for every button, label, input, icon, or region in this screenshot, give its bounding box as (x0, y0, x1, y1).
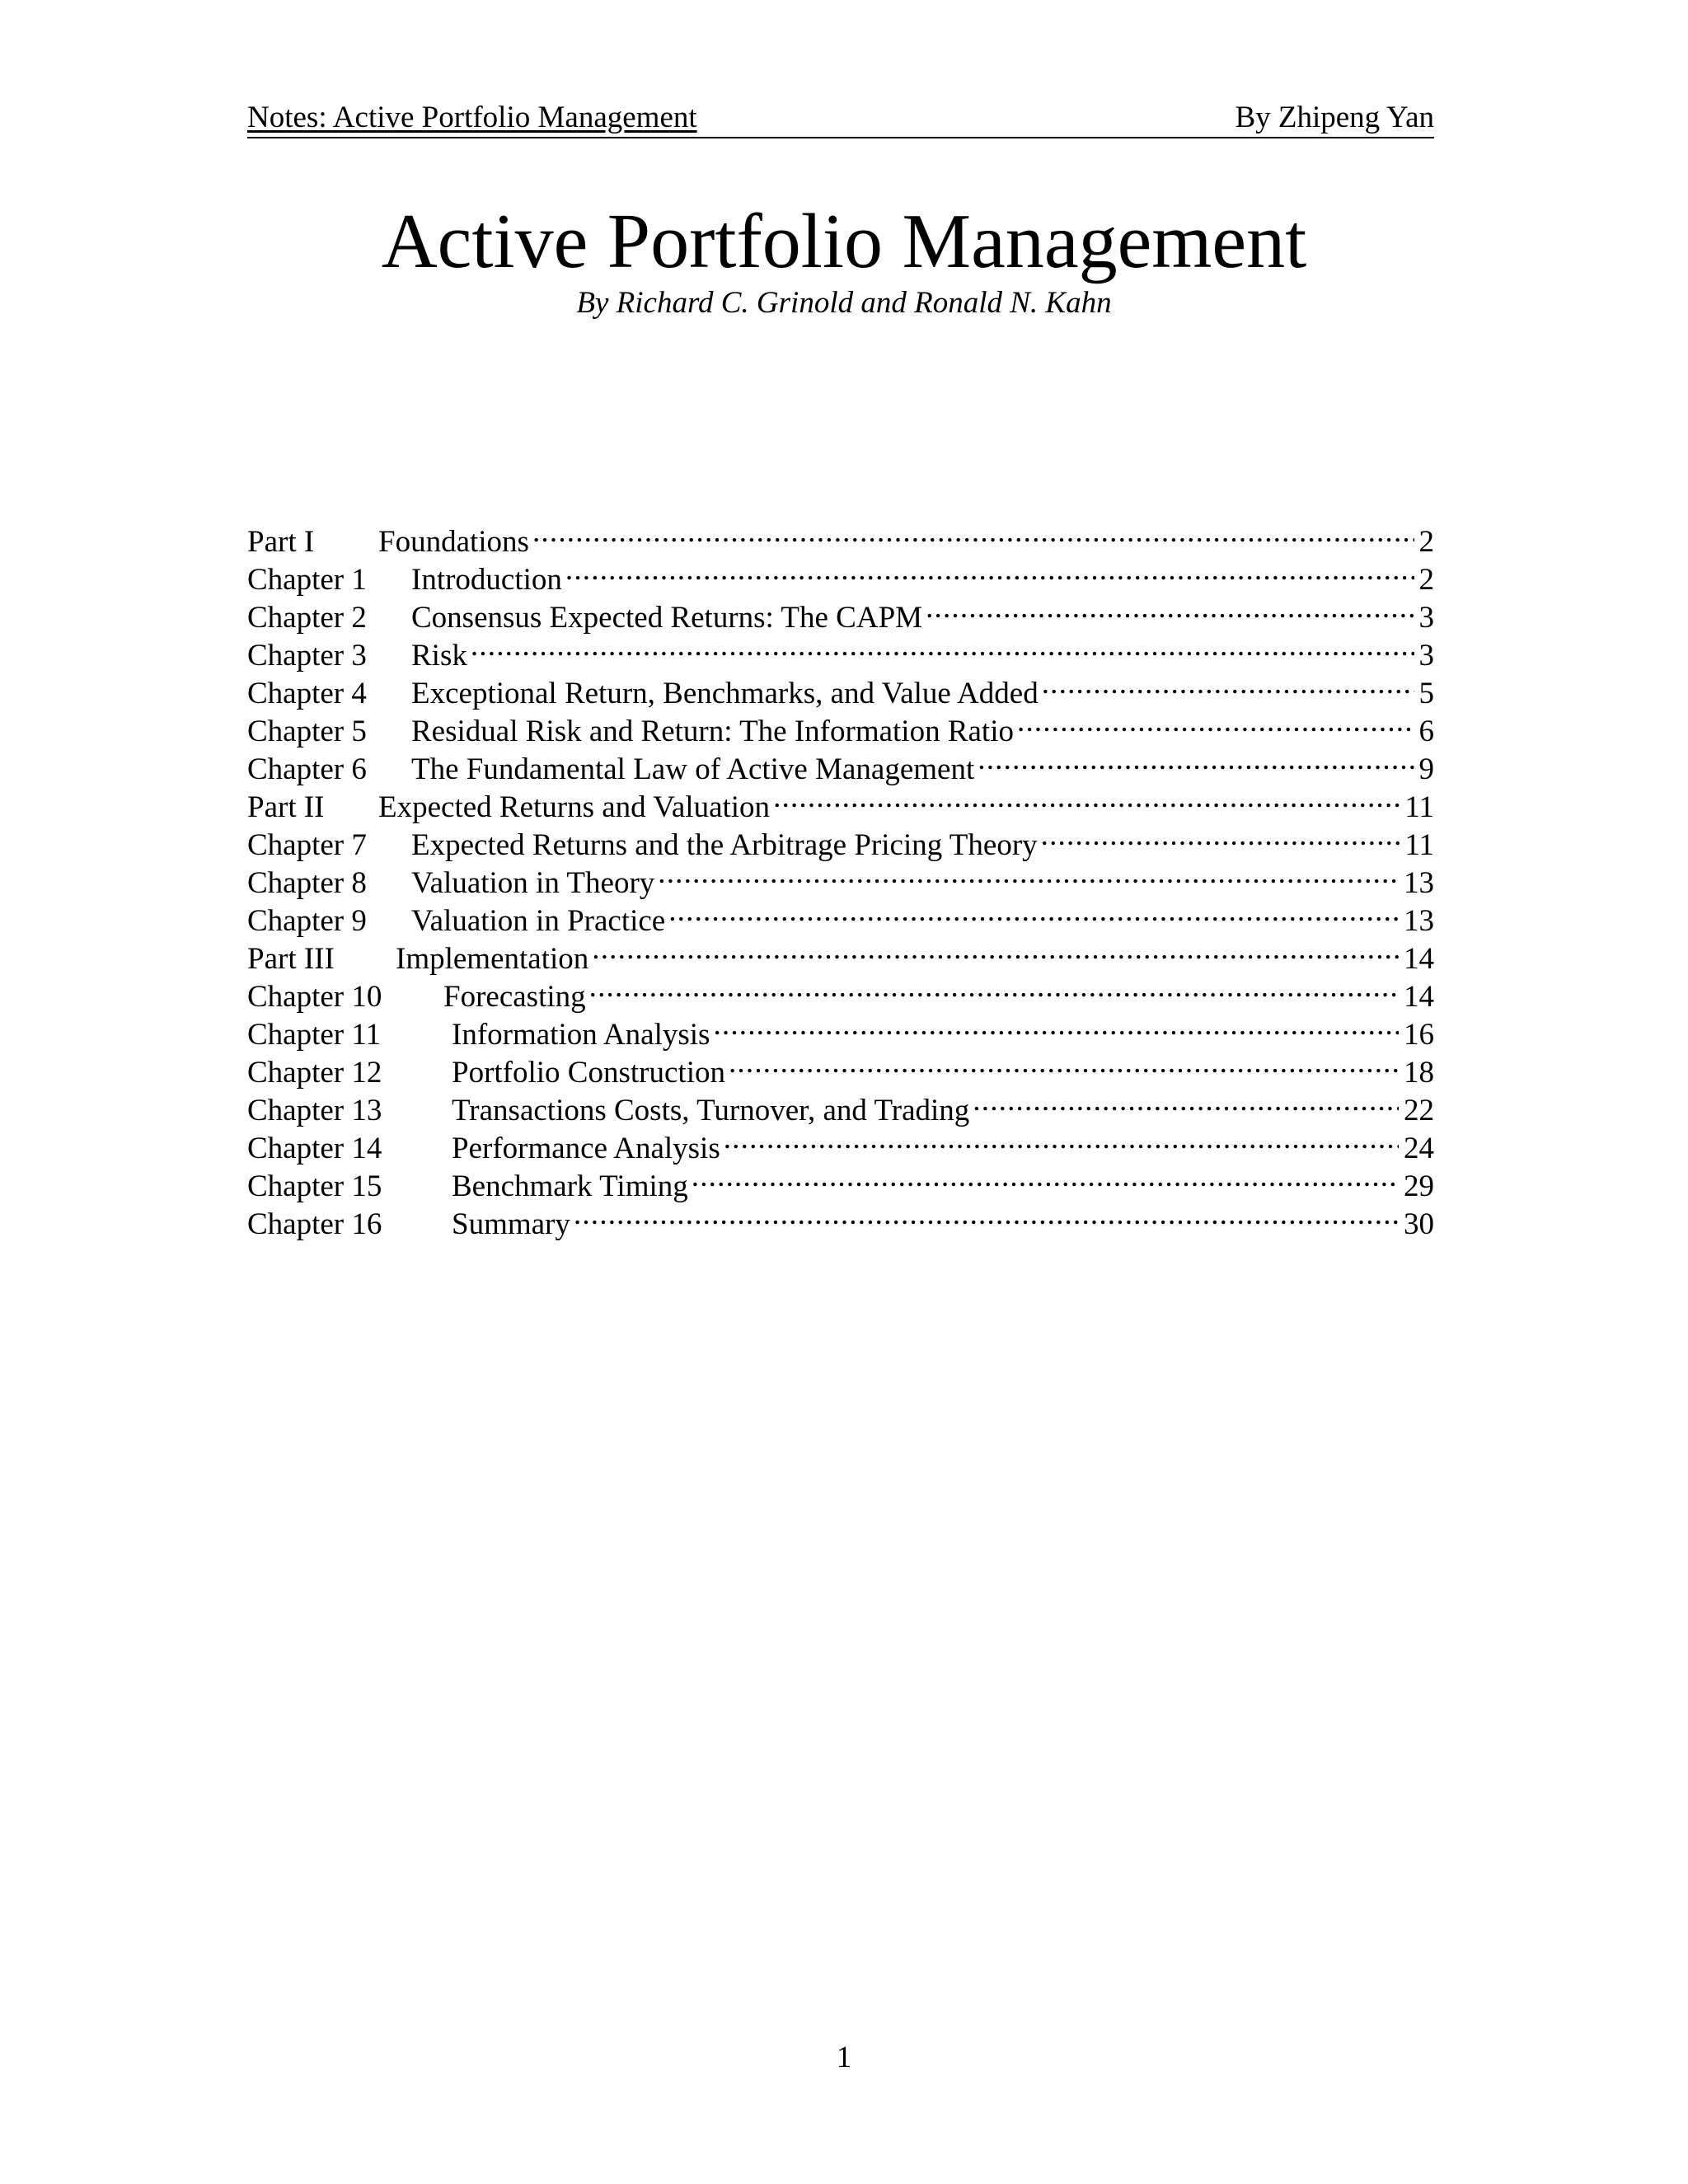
toc-dot-leader (574, 1196, 1399, 1234)
toc-entry-title: Information Analysis (452, 1018, 710, 1052)
toc-entry-number: Chapter 3 (247, 639, 367, 673)
running-header (247, 99, 1434, 138)
page-number: 1 (836, 2041, 852, 2074)
toc-entry-number: Chapter 10 (247, 980, 382, 1014)
toc-entry-title: Risk (411, 639, 467, 673)
header-left-text: Notes: Active Portfolio Management (247, 101, 697, 134)
toc-entry-title: Foundations (378, 525, 529, 559)
toc-dot-leader (532, 513, 1414, 551)
toc-entry-page: 6 (1418, 715, 1434, 748)
toc-entry-title: Summary (452, 1207, 570, 1241)
toc-dot-leader (471, 627, 1414, 665)
toc-entry-page: 11 (1404, 790, 1434, 824)
toc-dot-leader (565, 551, 1414, 589)
toc-entry-title: Portfolio Construction (452, 1056, 725, 1090)
toc-entry-number: Part III (247, 942, 335, 976)
toc-entry-page: 16 (1404, 1018, 1434, 1052)
toc-dot-leader (926, 589, 1414, 627)
toc-entry-page: 24 (1404, 1132, 1434, 1165)
toc-entry-title: Exceptional Return, Benchmarks, and Value Added (411, 677, 1039, 710)
toc-entry-page: 13 (1404, 904, 1434, 938)
toc-entry-number: Chapter 9 (247, 904, 367, 938)
toc-entry-page: 2 (1418, 525, 1434, 559)
table-of-contents (247, 513, 1434, 1241)
toc-entry-number: Chapter 5 (247, 715, 367, 748)
toc-entry-number: Part I (247, 525, 315, 559)
toc-entry-number: Chapter 12 (247, 1056, 382, 1090)
toc-entry-page: 3 (1418, 601, 1434, 635)
toc-entry-number: Chapter 16 (247, 1207, 382, 1241)
toc-entry-page: 14 (1404, 980, 1434, 1014)
toc-entry-title: Expected Returns and the Arbitrage Pricing Theory (411, 828, 1038, 862)
toc-entry-title: Valuation in Practice (411, 904, 666, 938)
toc-entry-number: Chapter 15 (247, 1169, 382, 1203)
toc-dot-leader (724, 1120, 1399, 1158)
toc-entry-number: Chapter 13 (247, 1094, 382, 1127)
toc-entry-page: 3 (1418, 639, 1434, 673)
toc-dot-leader (713, 1006, 1399, 1044)
toc-entry-title: Performance Analysis (452, 1132, 720, 1165)
toc-entry-number: Chapter 14 (247, 1132, 382, 1165)
toc-entry-number: Chapter 2 (247, 601, 367, 635)
toc-entry-title: Forecasting (443, 980, 586, 1014)
toc-entry-title: Introduction (411, 563, 562, 597)
toc-entry-number: Chapter 7 (247, 828, 367, 862)
header-right-text: By Zhipeng Yan (1235, 101, 1434, 134)
toc-dot-leader (658, 855, 1399, 893)
toc-entry-page: 5 (1418, 677, 1434, 710)
toc-entry-page: 13 (1404, 866, 1434, 900)
toc-entry-page: 18 (1404, 1056, 1434, 1090)
toc-entry-page: 2 (1418, 563, 1434, 597)
toc-entry-number: Chapter 8 (247, 866, 367, 900)
toc-entry-page: 11 (1404, 828, 1434, 862)
toc-entry-title: Implementation (396, 942, 589, 976)
toc-entry-title: The Fundamental Law of Active Management (411, 752, 975, 786)
toc-entry-number: Part II (247, 790, 325, 824)
toc-entry-title: Consensus Expected Returns: The CAPM (411, 601, 923, 635)
toc-entry-title: Benchmark Timing (452, 1169, 688, 1203)
toc-entry-page: 14 (1404, 942, 1434, 976)
toc-dot-leader (978, 741, 1414, 779)
toc-dot-leader (589, 968, 1399, 1006)
toc-entry-number: Chapter 6 (247, 752, 367, 786)
toc-dot-leader (692, 1158, 1399, 1196)
toc-entry-page: 29 (1404, 1169, 1434, 1203)
toc-entry-title: Valuation in Theory (411, 866, 655, 900)
toc-entry[interactable] (247, 513, 1434, 559)
toc-entry-number: Chapter 11 (247, 1018, 382, 1052)
toc-entry-title: Residual Risk and Return: The Information Ratio (411, 715, 1014, 748)
toc-entry-title: Expected Returns and Valuation (378, 790, 771, 824)
toc-entry-page: 9 (1418, 752, 1434, 786)
toc-entry-page: 22 (1404, 1094, 1434, 1127)
toc-entry-number: Chapter 1 (247, 563, 367, 597)
toc-dot-leader (1041, 817, 1400, 855)
toc-dot-leader (668, 893, 1399, 930)
document-title: Active Portfolio Management (381, 199, 1307, 284)
toc-dot-leader (773, 779, 1400, 817)
toc-entry-title: Transactions Costs, Turnover, and Trading (452, 1094, 970, 1127)
toc-dot-leader (592, 930, 1399, 968)
toc-entry-number: Chapter 4 (247, 677, 367, 710)
toc-dot-leader (1042, 665, 1414, 703)
document-subtitle: By Richard C. Grinold and Ronald N. Kahn (576, 286, 1112, 320)
toc-dot-leader (973, 1082, 1399, 1120)
toc-dot-leader (1017, 703, 1414, 741)
toc-dot-leader (729, 1044, 1399, 1082)
toc-entry-page: 30 (1404, 1207, 1434, 1241)
